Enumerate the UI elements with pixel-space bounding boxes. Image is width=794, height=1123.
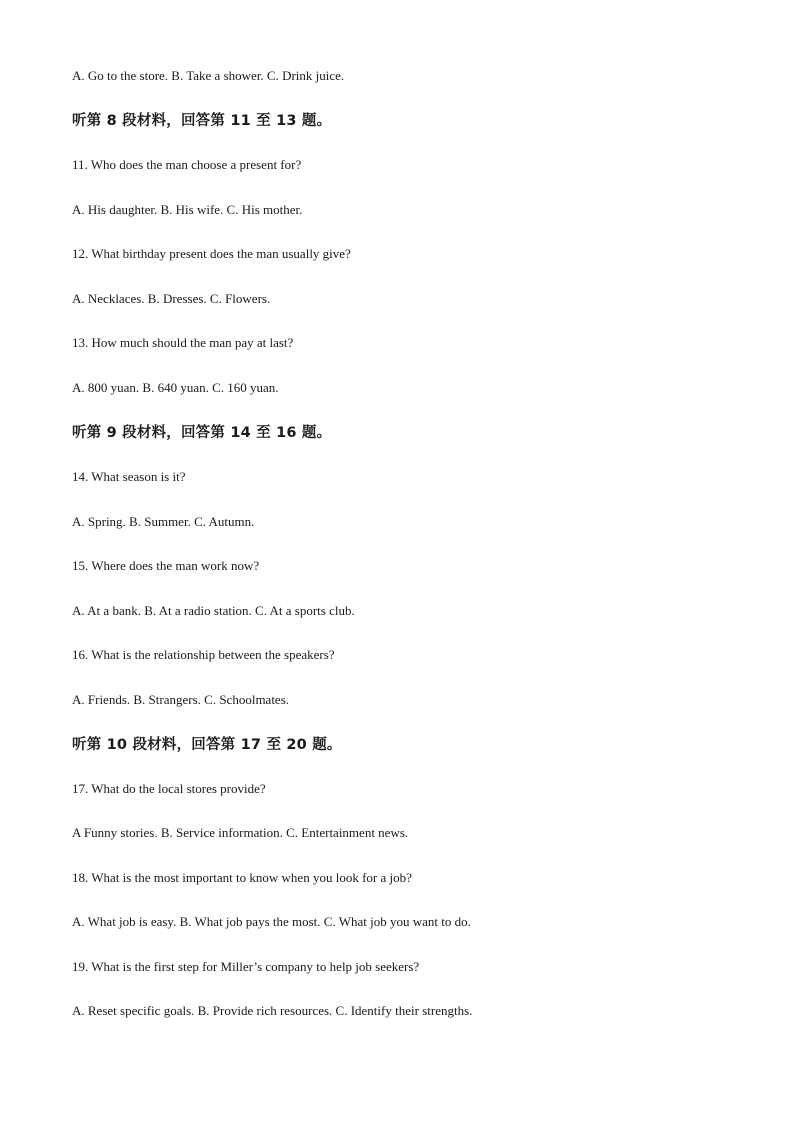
section-heading-10: 听第 10 段材料，回答第 17 至 20 题。 — [72, 737, 342, 753]
section-heading-9: 听第 9 段材料，回答第 14 至 16 题。 — [72, 425, 332, 441]
option-line-14: A. Spring. B. Summer. C. Autumn. — [72, 514, 255, 529]
question-15: 15. Where does the man work now? — [72, 558, 260, 573]
option-line-17: A Funny stories. B. Service information. C. Entertainment news. — [72, 825, 409, 840]
question-16: 16. What is the relationship between the speakers? — [72, 647, 335, 662]
option-line-10: A. Go to the store. B. Take a shower. C. Drink juice. — [72, 68, 345, 83]
question-11: 11. Who does the man choose a present for? — [72, 157, 302, 172]
option-line-12: A. Necklaces. B. Dresses. C. Flowers. — [72, 291, 271, 306]
question-18: 18. What is the most important to know when you look for a job? — [72, 870, 412, 885]
question-13: 13. How much should the man pay at last? — [72, 335, 294, 350]
question-14: 14. What season is it? — [72, 469, 186, 484]
question-17: 17. What do the local stores provide? — [72, 781, 266, 796]
question-19: 19. What is the first step for Miller’s company to help job seekers? — [72, 959, 420, 974]
option-line-19: A. Reset specific goals. B. Provide rich resources. C. Identify their strengths. — [72, 1003, 473, 1018]
section-heading-8: 听第 8 段材料，回答第 11 至 13 题。 — [72, 113, 332, 129]
option-line-13: A. 800 yuan. B. 640 yuan. C. 160 yuan. — [72, 380, 279, 395]
option-line-18: A. What job is easy. B. What job pays the most. C. What job you want to do. — [72, 914, 471, 929]
option-line-11: A. His daughter. B. His wife. C. His mother. — [72, 202, 303, 217]
option-line-15: A. At a bank. B. At a radio station. C. At a sports club. — [72, 603, 355, 618]
question-12: 12. What birthday present does the man usually give? — [72, 246, 351, 261]
option-line-16: A. Friends. B. Strangers. C. Schoolmates. — [72, 692, 290, 707]
